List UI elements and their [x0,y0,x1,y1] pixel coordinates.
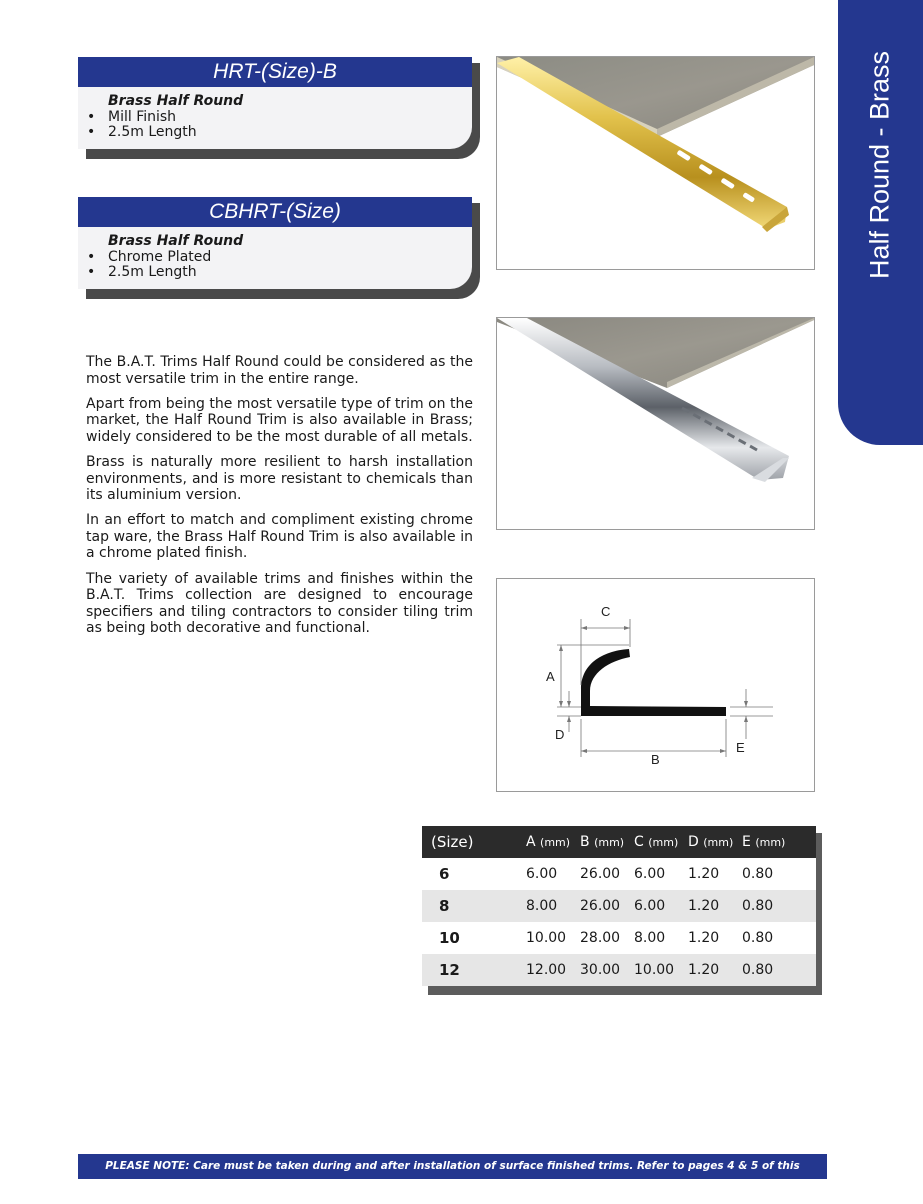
header-b: B (mm) [580,834,625,850]
product-bullets [87,110,197,140]
profile-dimension-diagram [496,578,815,792]
description-text [86,354,473,645]
bullet-item: • Mill Finish [87,110,197,125]
product-bullets [87,250,211,280]
bullet-item: • Chrome Plated [87,250,211,265]
bullet-item: • 2.5m Length [87,125,197,140]
product-card-cbhrt [78,197,472,289]
dim-label-e: E [736,740,745,755]
header-size: (Size) [431,833,474,851]
paragraph: In an effort to match and compliment existing chrome tap ware, the Brass Half Round Trim is also available in a chrome plated finish. [86,512,473,562]
profile-shape [581,649,726,716]
product-subtitle: Brass Half Round [108,93,244,109]
header-e: E (mm) [742,834,786,850]
dim-label-c: C [601,604,611,619]
header-c: C (mm) [634,834,679,850]
paragraph: The B.A.T. Trims Half Round could be considered as the most versatile trim in the entire range. [86,354,473,387]
table-header [422,826,816,858]
product-card-hrt [78,57,472,149]
paragraph: Brass is naturally more resilient to harsh installation environments, and is more resistant to chemicals than its aluminium version. [86,453,473,504]
brass-trim-photo [496,56,815,270]
table-row: 12 12.00 30.00 10.00 1.20 0.80 [422,954,816,986]
side-tab-title: Half Round - Brass [864,50,895,280]
header-d: D (mm) [688,834,734,850]
table-row: 6 6.00 26.00 6.00 1.20 0.80 [422,858,816,890]
product-code: CBHRT-(Size) [78,197,472,227]
dim-label-d: D [555,727,565,742]
footer-note: PLEASE NOTE: Care must be taken during and after installation of surface finished trims. Refer to pages 4 & 5 of this catalogue [78,1154,827,1179]
bullet-item: • 2.5m Length [87,265,211,280]
chrome-trim-photo [496,317,815,530]
product-subtitle: Brass Half Round [108,233,244,249]
product-details [78,87,472,149]
paragraph: Apart from being the most versatile type of trim on the market, the Half Round Trim is also available in Brass; widely considered to be the most durable of all metals. [86,395,473,445]
dim-label-a: A [546,669,555,684]
dim-label-b: B [651,752,660,767]
header-a: A (mm) [526,834,571,850]
dimensions-table [422,826,816,986]
table-row: 10 10.00 28.00 8.00 1.20 0.80 [422,922,816,954]
table-row: 8 8.00 26.00 6.00 1.20 0.80 [422,890,816,922]
product-details [78,227,472,289]
product-code: HRT-(Size)-B [78,57,472,87]
paragraph: The variety of available trims and finishes within the B.A.T. Trims collection are designed to encourage specifiers and tiling contractors to consider tiling trim as being both decorative and functional. [86,570,473,637]
